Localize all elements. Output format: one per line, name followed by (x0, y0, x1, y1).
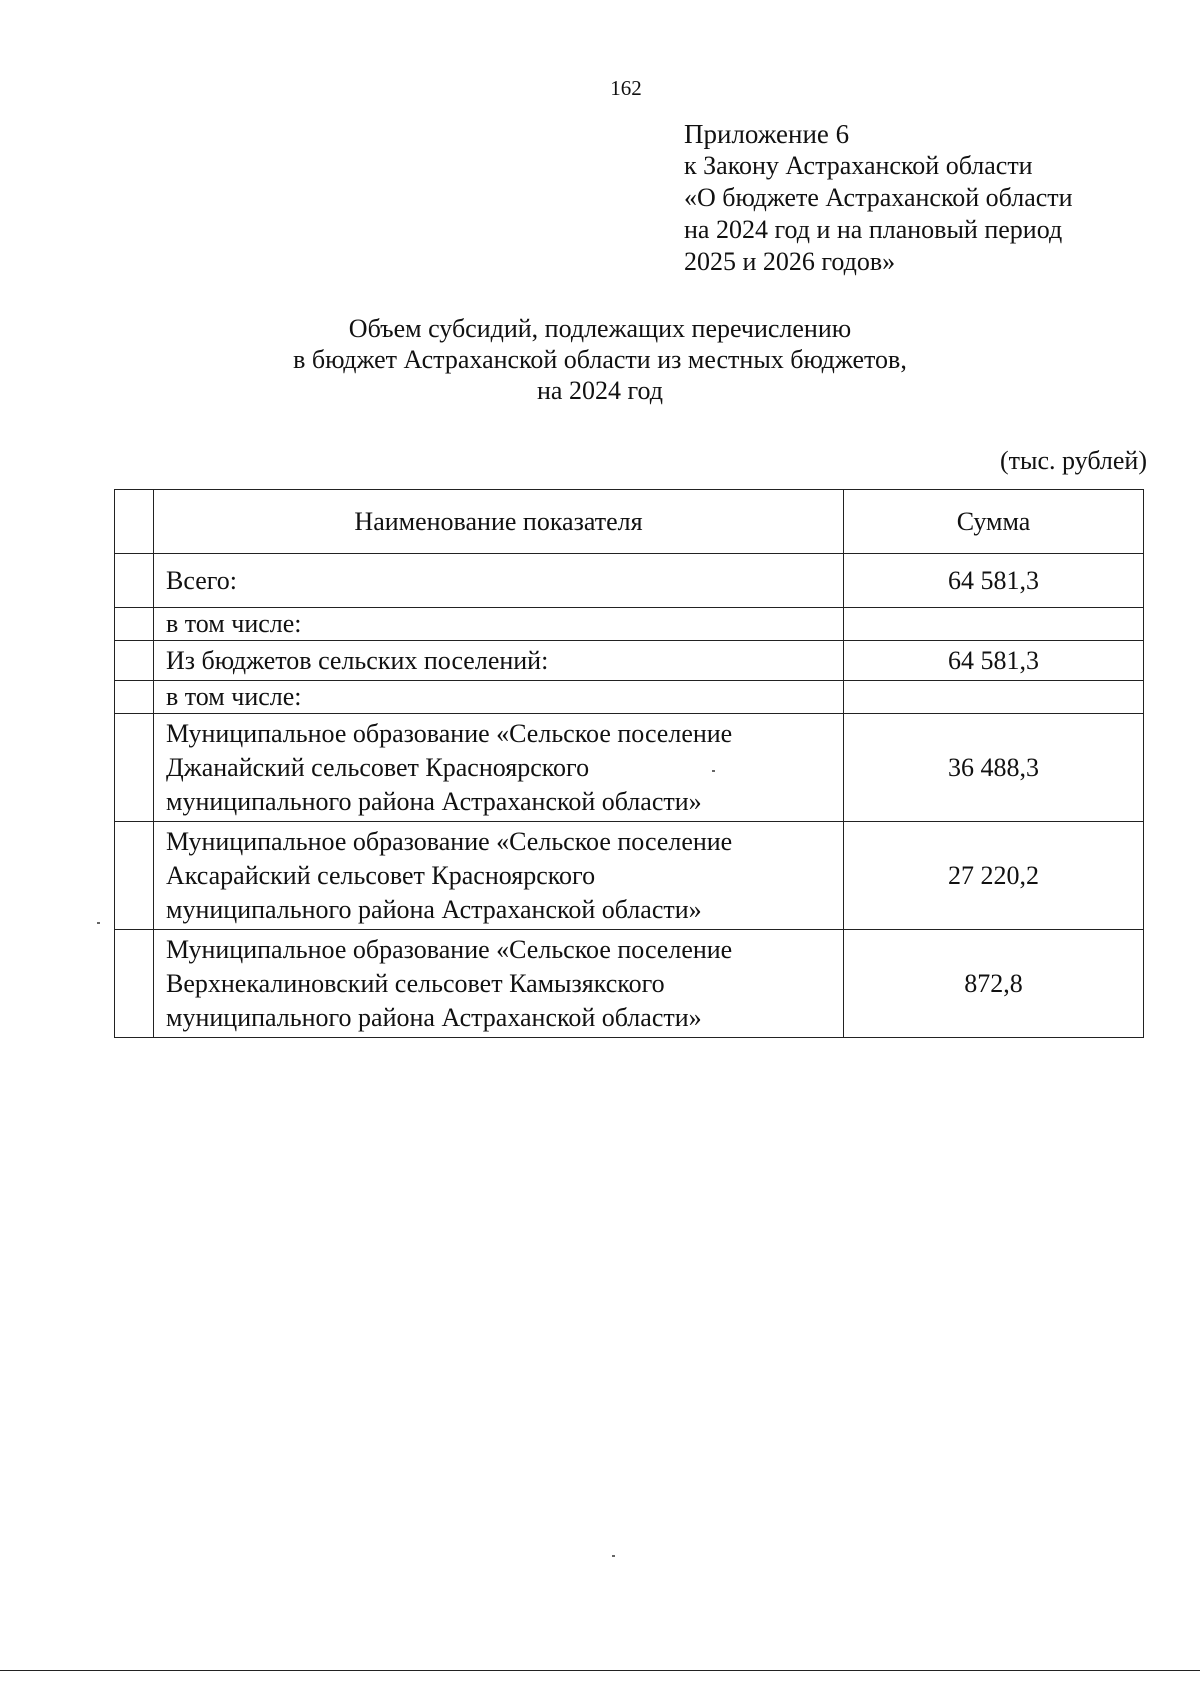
row-amount-cell: 872,8 (844, 930, 1144, 1038)
row-name-cell: в том числе: (154, 681, 844, 714)
row-number-cell (115, 714, 154, 822)
document-title (0, 313, 1200, 406)
scan-speck (712, 770, 715, 772)
appendix-line: «О бюджете Астраханской области (684, 183, 1073, 212)
row-name-cell (154, 714, 844, 822)
name-line: Аксарайский сельсовет Красноярского (166, 860, 596, 890)
row-name-cell (154, 930, 844, 1038)
name-line: Джанайский сельсовет Красноярского (166, 752, 590, 782)
name-line: Муниципальное образование «Сельское поселение (166, 934, 733, 964)
table-row (115, 641, 1144, 681)
row-amount-cell: 64 581,3 (844, 641, 1144, 681)
row-amount-cell (844, 608, 1144, 641)
name-line: муниципального района Астраханской области» (166, 1002, 702, 1032)
title-line: в бюджет Астраханской области из местных бюджетов, (293, 345, 907, 374)
row-amount-cell (844, 681, 1144, 714)
row-number-cell (115, 930, 154, 1038)
appendix-line: к Закону Астраханской области (684, 151, 1033, 180)
table-row (115, 930, 1144, 1038)
appendix-reference (684, 118, 1164, 278)
row-amount-cell: 64 581,3 (844, 554, 1144, 608)
page-number: 162 (610, 76, 642, 100)
appendix-line: на 2024 год и на плановый период (684, 215, 1063, 244)
scan-speck (97, 922, 100, 924)
table-header-row (115, 490, 1144, 554)
row-name-cell: в том числе: (154, 608, 844, 641)
table-row (115, 681, 1144, 714)
name-line: муниципального района Астраханской области» (166, 894, 702, 924)
row-amount-cell: 36 488,3 (844, 714, 1144, 822)
header-name-cell: Наименование показателя (154, 490, 844, 554)
row-name-cell: Всего: (154, 554, 844, 608)
subsidies-table (114, 489, 1144, 1038)
name-line: Верхнекалиновский сельсовет Камызякского (166, 968, 665, 998)
name-line: Муниципальное образование «Сельское поселение (166, 826, 733, 856)
table-row (115, 608, 1144, 641)
row-number-cell (115, 608, 154, 641)
table-row (115, 822, 1144, 930)
row-amount-cell: 27 220,2 (844, 822, 1144, 930)
title-line: на 2024 год (537, 376, 663, 405)
appendix-line: Приложение 6 (684, 119, 850, 149)
row-number-cell (115, 822, 154, 930)
table-row (115, 714, 1144, 822)
appendix-line: 2025 и 2026 годов» (684, 247, 896, 276)
row-number-cell (115, 681, 154, 714)
name-line: муниципального района Астраханской области» (166, 786, 702, 816)
row-name-cell (154, 822, 844, 930)
header-number-cell (115, 490, 154, 554)
row-number-cell (115, 554, 154, 608)
scan-speck (612, 1555, 615, 1557)
unit-label: (тыс. рублей) (999, 446, 1147, 475)
footer-rule (0, 1670, 1200, 1671)
title-line: Объем субсидий, подлежащих перечислению (348, 314, 852, 343)
row-number-cell (115, 641, 154, 681)
header-amount-cell: Сумма (844, 490, 1144, 554)
name-line: Муниципальное образование «Сельское поселение (166, 718, 733, 748)
row-name-cell: Из бюджетов сельских поселений: (154, 641, 844, 681)
table-row (115, 554, 1144, 608)
